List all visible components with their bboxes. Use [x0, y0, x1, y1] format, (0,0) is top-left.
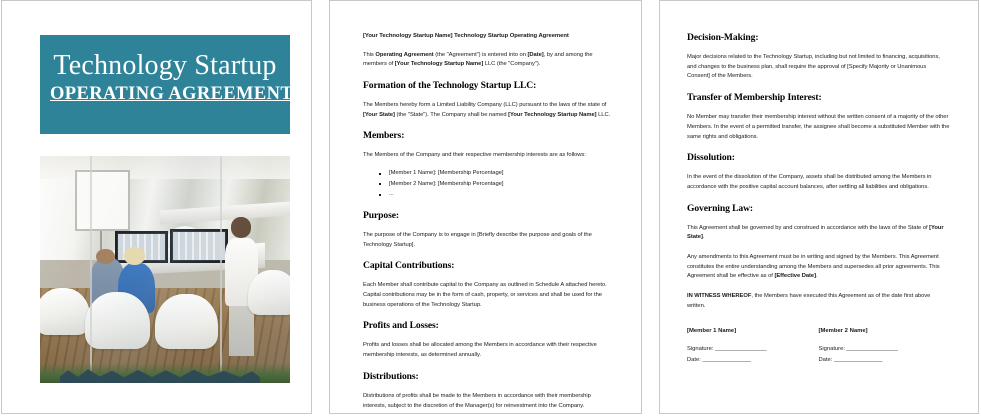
- amendments-text-2: .: [816, 273, 818, 280]
- list-item: [Member 2 Name]: [Membership Percentage]: [363, 179, 613, 190]
- signature-column-member-1: [687, 326, 819, 366]
- cover-content: [40, 35, 294, 383]
- date-line[interactable]: Date: _______________: [687, 356, 751, 363]
- section-heading-transfer-of-membership-interest: Transfer of Membership Interest:: [687, 92, 822, 104]
- section-heading-governing-law: Governing Law:: [687, 202, 754, 214]
- amendments-text-1: Any amendments to this Agreement must be in writing and signed by the Members. This Agreement constitutes the entire understanding among the Members and supersedes all prior agreements. This Agreement shall be effective as of: [687, 254, 940, 280]
- list-item: ...: [363, 189, 613, 200]
- section-heading-decision-making: Decision-Making:: [687, 32, 759, 43]
- list-item: [Member 1 Name]: [Membership Percentage]: [363, 168, 613, 179]
- section-heading-purpose: Purpose:: [363, 209, 399, 221]
- section-paragraph-decision-making: Major decisions related to the Technology Startup, including but not limited to financing, acquisitions, and changes to the business plan, shall require the approval of [Specify Majority or Unanimous Consent] of the Members.: [687, 54, 940, 80]
- document-page-1[interactable]: [1, 0, 312, 414]
- witness-bold-1: IN WITNESS WHEREOF: [687, 293, 752, 300]
- witness-paragraph: [687, 292, 950, 311]
- section-paragraph-capital-contributions: Each Member shall contribute capital to the Company as outlined in Schedule A attached hereto. Capital contributions may be in the form of cash, property, or services and shall be used for the business operations of the Technology Startup.: [363, 282, 607, 308]
- section-heading-profits-and-losses: Profits and Losses:: [363, 320, 439, 332]
- intro-text-2: (the "Agreement") is entered into on: [433, 51, 528, 58]
- photo-window-mullion: [90, 156, 92, 383]
- governing-law-text-2: .: [702, 234, 705, 241]
- cover-subtitle: OPERATING AGREEMENT: [50, 84, 294, 104]
- signature-line[interactable]: Signature: ________________: [818, 345, 899, 352]
- cover-title: Technology Startup: [53, 50, 277, 81]
- document-page-2[interactable]: [329, 0, 642, 414]
- section-heading-distributions: Distributions:: [363, 370, 419, 382]
- section-paragraph-transfer-of-membership-interest: No Member may transfer their membership interest without the written consent of a majority of the other Members. In the event of a permitted transfer, the assignee shall become a substituted Member with the same rights and obligations.: [687, 114, 950, 140]
- signature-block: [687, 326, 950, 366]
- formation-bold-1: [Your State]: [363, 111, 395, 118]
- section-paragraph-profits-and-losses: Profits and losses shall be allocated among the Members in accordance with their respective membership interests, as determined annually.: [363, 342, 597, 359]
- page-3-body: [687, 32, 950, 366]
- intro-text-1: This: [363, 51, 376, 58]
- section-paragraph-formation: [363, 101, 613, 120]
- intro-text-4: LLC (the "Company").: [483, 61, 541, 68]
- photo-window-mullion: [220, 156, 222, 383]
- section-paragraph-purpose: The purpose of the Company is to engage in [Briefly describe the purpose and goals of the Technology Startup].: [363, 231, 592, 248]
- formation-text-2: (the "State"). The Company shall be named: [394, 111, 509, 118]
- governing-law-bold-1: [Your State]: [687, 224, 944, 241]
- section-heading-formation: Formation of the Technology Startup LLC:: [363, 80, 537, 91]
- signature-line[interactable]: Signature: ________________: [687, 345, 767, 352]
- signature-name: [Member 2 Name]: [818, 327, 868, 334]
- section-heading-dissolution: Dissolution:: [687, 152, 735, 164]
- intro-bold-3: [Your Technology Startup Name]: [394, 61, 484, 68]
- section-paragraph-governing-law: [687, 224, 950, 243]
- formation-text-1: The Members hereby form a Limited Liability Company (LLC) pursuant to the laws of the state of: [363, 102, 607, 108]
- photo-glass-partition: [40, 156, 290, 383]
- intro-bold-1: Operating Agreement: [375, 51, 434, 58]
- intro-text-3: , by and among the members of: [363, 51, 593, 68]
- cover-photo: [40, 156, 290, 383]
- signature-column-member-2: [819, 326, 951, 366]
- date-line[interactable]: Date: _______________: [818, 356, 883, 363]
- document-lead-line: [Your Technology Startup Name] Technology Startup Operating Agreement: [363, 33, 569, 39]
- section-heading-capital-contributions: Capital Contributions:: [363, 260, 455, 272]
- section-paragraph-distributions: Distributions of profits shall be made to the Members in accordance with their membership interests, subject to the discretion of the Manager(s) for reinvestment into the Company.: [363, 392, 591, 409]
- amendments-bold-1: [Effective Date]: [774, 273, 816, 280]
- cover-title-banner: [40, 35, 294, 134]
- amendments-paragraph: [687, 253, 950, 282]
- governing-law-text-1: This Agreement shall be governed by and construed in accordance with the laws of the State of: [687, 224, 930, 231]
- document-page-3[interactable]: [659, 0, 979, 414]
- formation-bold-2: [Your Technology Startup Name]: [508, 111, 597, 118]
- intro-bold-2: [Date]: [527, 51, 544, 58]
- page-2-body: [363, 32, 613, 414]
- intro-paragraph: [363, 51, 613, 70]
- signature-name: [Member 1 Name]: [687, 327, 737, 334]
- section-paragraph-members: The Members of the Company and their respective membership interests are as follows:: [363, 152, 586, 159]
- section-heading-members: Members:: [363, 130, 405, 142]
- members-list: [363, 168, 613, 200]
- section-paragraph-dissolution: In the event of the dissolution of the Company, assets shall be distributed among the Members in accordance with the positive capital account balances, after settling all liabilities and obligations.: [687, 174, 932, 190]
- witness-text-1: , the Members have executed this Agreement as of the date first above written.: [687, 293, 931, 309]
- formation-text-3: LLC.: [596, 111, 611, 118]
